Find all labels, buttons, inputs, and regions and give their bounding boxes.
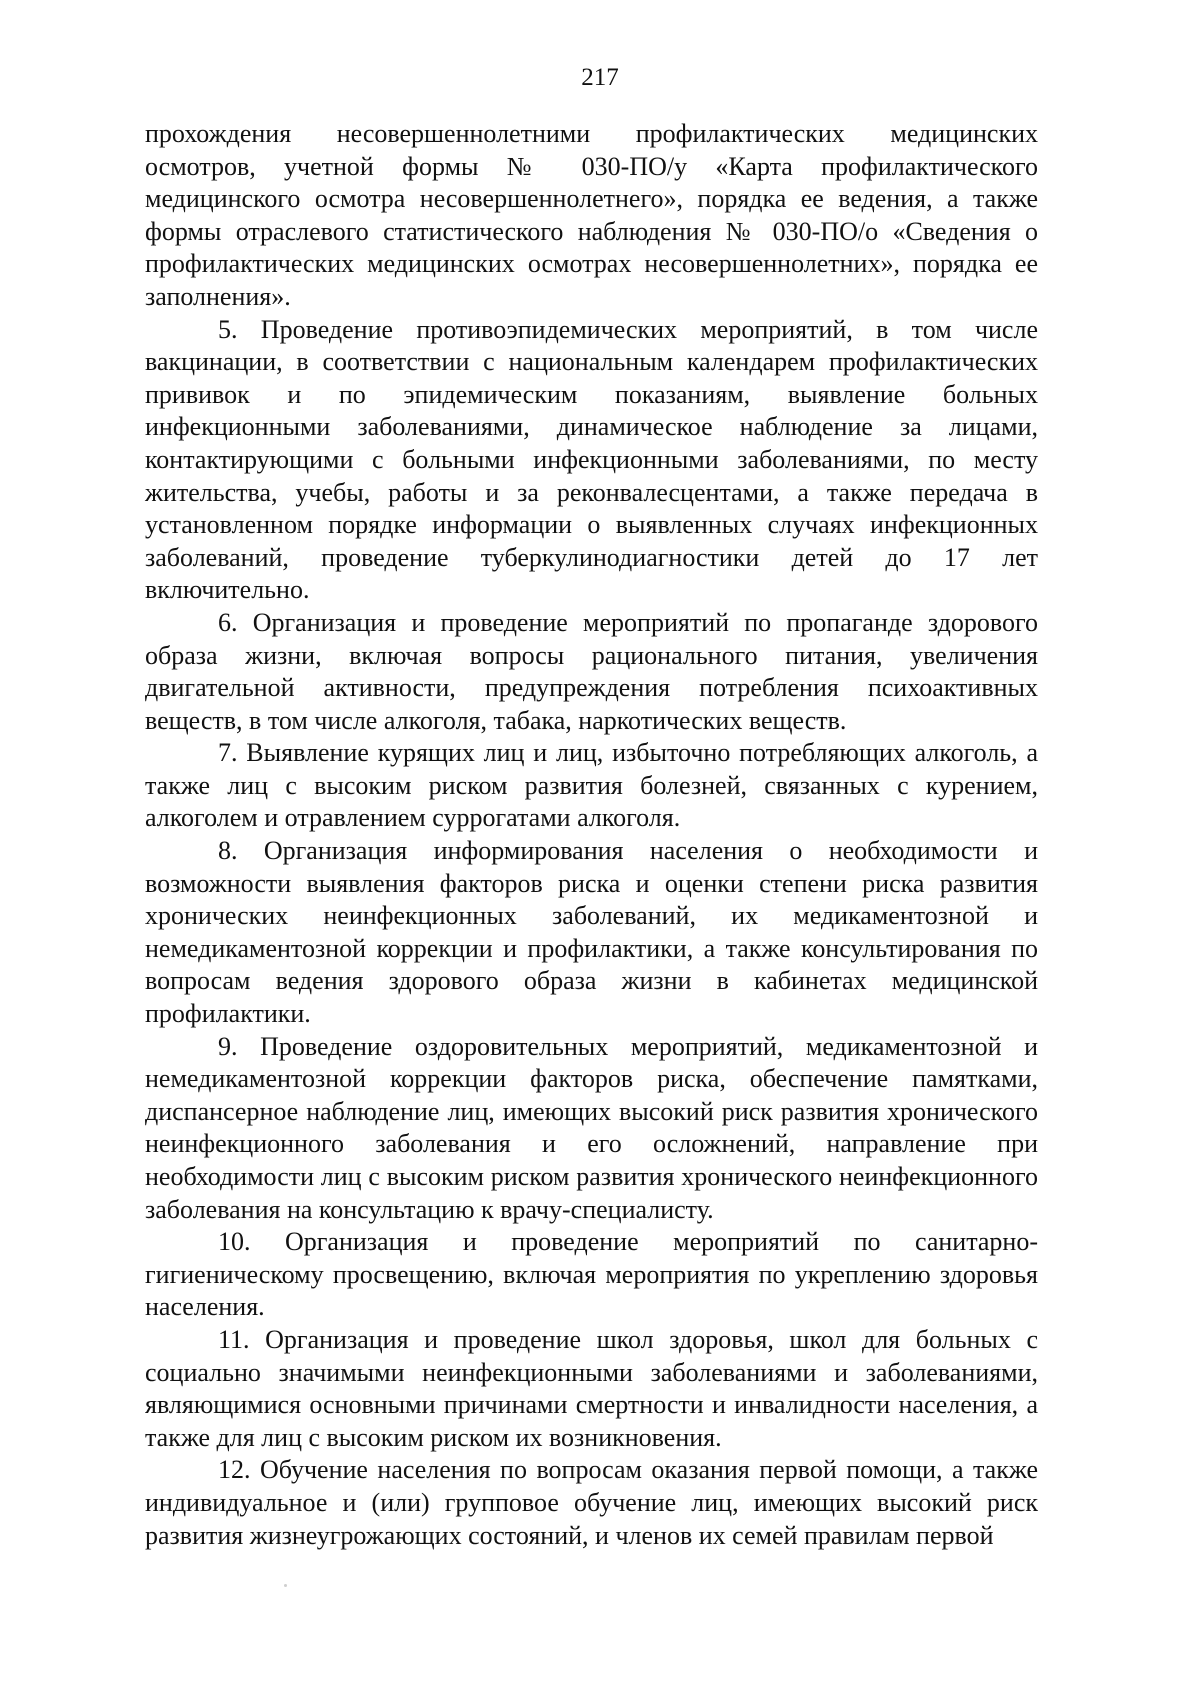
paragraph-item-10: 10. Организация и проведение мероприятий по санитарно-гигиеническому просвещению, включая мероприятия по укреплению здоровья населения. <box>145 1227 1038 1322</box>
paragraph-item-6: 6. Организация и проведение мероприятий по пропаганде здорового образа жизни, включая вопросы рационального питания, увеличения двигательной активности, предупреждения потребления психоактивных веществ, в том числе алкоголя, табака, наркотических веществ. <box>145 607 1038 735</box>
scan-speck <box>284 1584 287 1587</box>
page-number: 217 <box>581 64 619 91</box>
paragraph-item-12: 12. Обучение населения по вопросам оказания первой помощи, а также индивидуальное и (или) групповое обучение лиц, имеющих высокий риск развития жизнеугрожающих состояний, и членов их семей правилам первой <box>145 1455 1038 1550</box>
paragraph-item-5: 5. Проведение противоэпидемических мероприятий, в том числе вакцинации, в соответствии с национальным календарем профилактических прививок и по эпидемическим показаниям, выявление больных инфекционными заболеваниями, динамическое наблюдение за лицами, контактирующими с больными инфекционными заболеваниями, по месту жительства, учебы, работы и за реконвалесцентами, а также передача в установленном порядке информации о выявленных случаях инфекционных заболеваний, проведение туберкулинодиагностики детей до 17 лет включительно. <box>145 314 1038 605</box>
paragraph-item-9: 9. Проведение оздоровительных мероприятий, медикаментозной и немедикаментозной коррекции факторов риска, обеспечение памятками, диспансерное наблюдение лиц, имеющих высокий риск развития хронического неинфекционного заболевания и его осложнений, направление при необходимости лиц с высоким риском развития хронического неинфекционного заболевания на консультацию к врачу-специалисту. <box>145 1031 1038 1224</box>
body-text <box>145 118 1038 1552</box>
paragraph-continuation: прохождения несовершеннолетними профилактических медицинских осмотров, учетной формы № 030-ПО/у «Карта профилактического медицинского осмотра несовершеннолетнего», порядка ее ведения, а также формы отраслевого статистического наблюдения № 030-ПО/о «Сведения о профилактических медицинских осмотрах несовершеннолетних», порядка ее заполнения». <box>145 119 1038 311</box>
paragraph-item-8: 8. Организация информирования населения о необходимости и возможности выявления факторов риска и оценки степени риска развития хронических неинфекционных заболеваний, их медикаментозной и немедикаментозной коррекции и профилактики, а также консультирования по вопросам ведения здорового образа жизни в кабинетах медицинской профилактики. <box>145 836 1038 1029</box>
paragraph-item-7: 7. Выявление курящих лиц и лиц, избыточно потребляющих алкоголь, а также лиц с высоким риском развития болезней, связанных с курением, алкоголем и отравлением суррогатами алкоголя. <box>145 738 1038 833</box>
paragraph-item-11: 11. Организация и проведение школ здоровья, школ для больных с социально значимыми неинфекционными заболеваниями и заболеваниями, являющимися основными причинами смертности и инвалидности населения, а также для лиц с высоким риском их возникновения. <box>145 1324 1038 1452</box>
